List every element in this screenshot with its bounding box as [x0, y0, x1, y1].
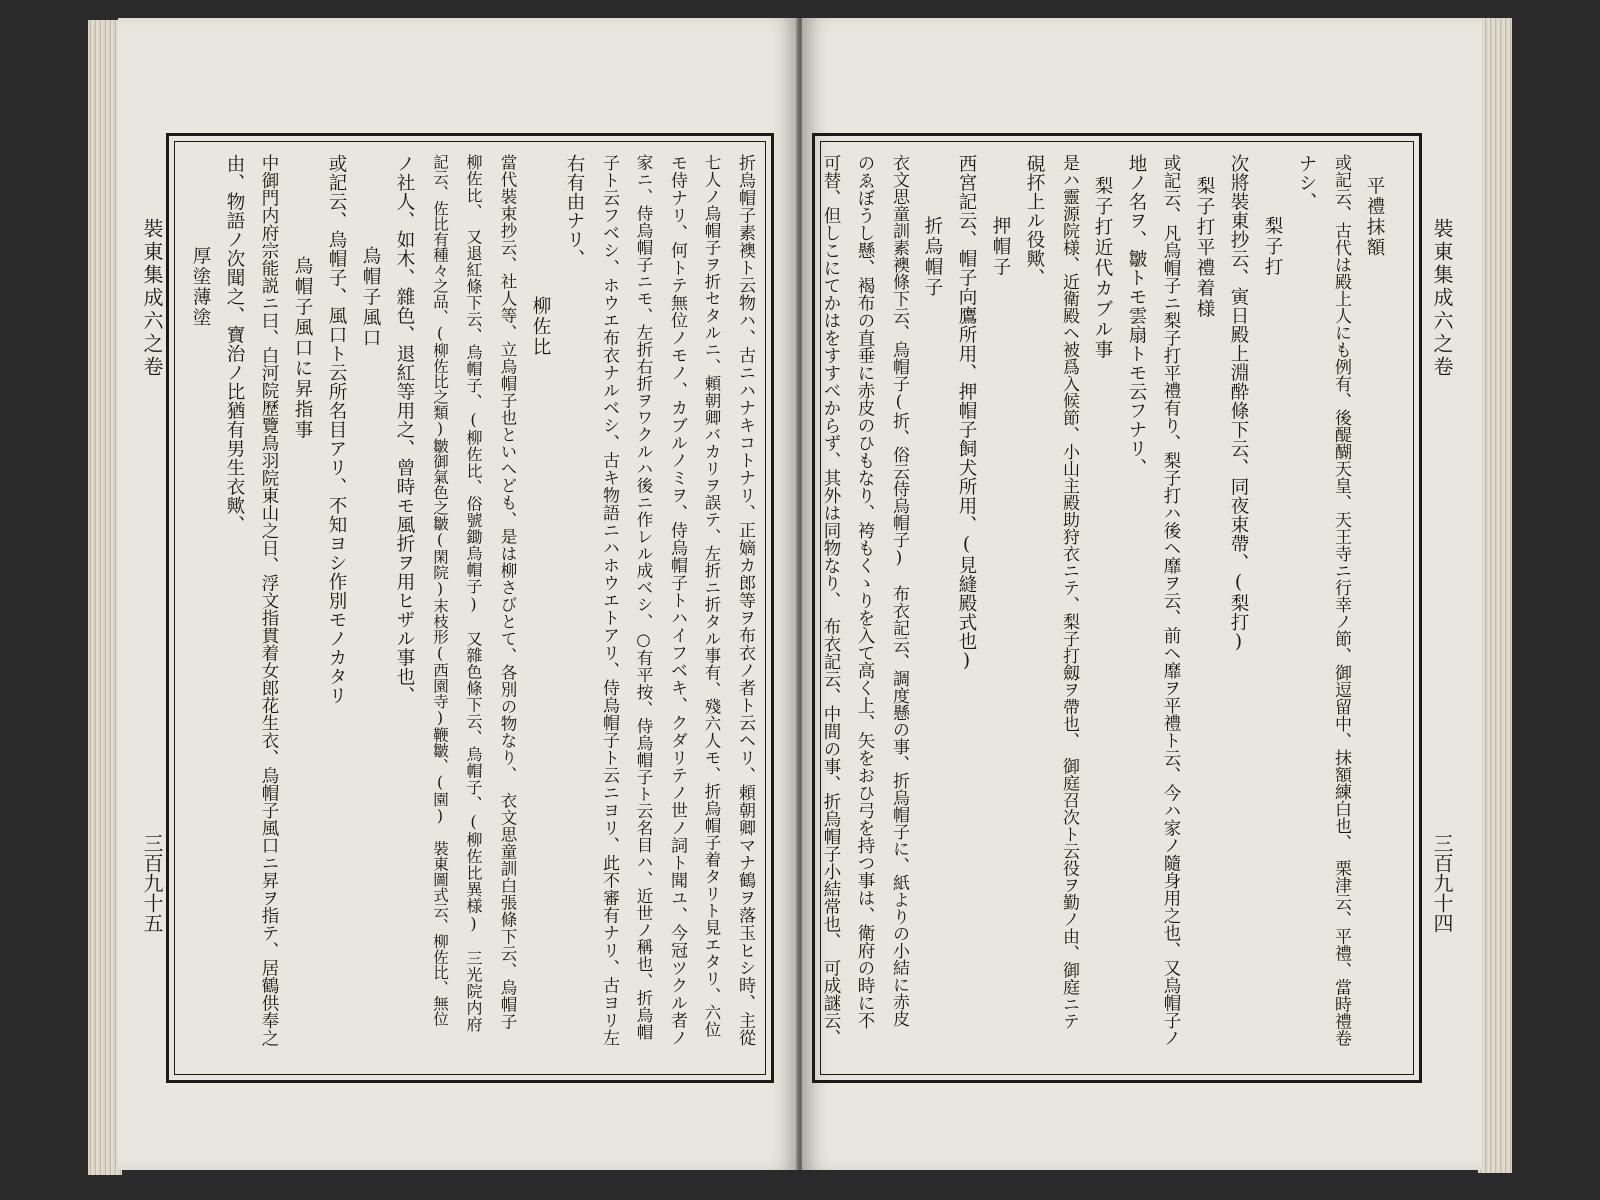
text-column: モ侍ナリ、何トテ無位ノモノ、カブルノミヲ、侍烏帽子トハイフベキ、クダリテノ世ノ詞ト聞ユ、今冠ツクル者ノ	[667, 154, 687, 1047]
text-column: 是ハ靈源院様、近衛殿ヘ被爲入候節、小山主殿助狩衣ニテ、梨子打劔ヲ帶也、 御庭召次ト云役ヲ勤ノ由、御庭ニテ	[1059, 154, 1079, 1030]
text-column: 或記云、凡烏帽子ニ梨子打平禮有り、梨子打ハ後ヘ靡ヲ云、前ヘ靡ヲ平禮ト云、今ハ家ノ隨身用之也、又烏帽子ノ	[1161, 154, 1181, 1047]
left-page	[118, 18, 798, 1170]
text-column: 西宮記云、帽子向鷹所用、押帽子飼犬所用、(見縫殿式也)	[956, 154, 977, 672]
text-column: 硯抔上ル役歟、	[1024, 154, 1045, 287]
section-heading: 折烏帽子	[922, 216, 943, 298]
page-edges-left	[88, 20, 122, 1175]
text-column: 當代裝束抄云、社人等、立烏帽子也といへども、是は柳さびとて、各別の物なり、 衣文思童訓白張條下云、烏帽子	[498, 154, 517, 1030]
section-heading: 押帽子	[990, 216, 1011, 278]
section-heading: 烏帽子風口	[360, 246, 381, 349]
section-heading: 梨子打近代カブル事	[1092, 176, 1113, 361]
left-text-frame	[166, 133, 774, 1083]
section-heading: 厚塗薄塗	[190, 246, 211, 328]
text-column: 記云、佐比有種々之品、(柳佐比之類)皺御氣色之皺(閑院)末枝形(西園寺)鞭皺、(園) 裝東圖式云、柳佐比、無位	[431, 154, 449, 1027]
left-margin-title: 裝東集成六之卷	[140, 218, 164, 379]
section-heading: 梨子打	[1262, 216, 1283, 278]
section-heading: 烏帽子風口に昇指事	[292, 256, 313, 441]
right-text-frame	[812, 133, 1422, 1083]
text-column: ナシ、	[1296, 154, 1317, 211]
text-column: 折烏帽子素襖ト云物ハ、古ニハナキコトナリ、正嫡カ郎等ヲ布衣ノ者ト云ヘリ、頼朝卿マナ鶴ヲ落玉ヒシ時、主從	[735, 154, 755, 1047]
text-column: 子ト云フベシ、ホウエ布衣ナルベシ、古キ物語ニハホウエトアリ、侍烏帽子ト云ニヨリ、此不審有ナリ、古ヨリ左	[599, 154, 619, 1047]
right-page-number: 三百九十四	[1430, 833, 1454, 933]
text-column: 右有由ナリ、	[564, 154, 585, 268]
text-column: 次將裝東抄云、寅日殿上淵酔條下云、同夜束帶、(梨打)	[1228, 154, 1249, 653]
text-column: 由、物語ノ次聞之、寶治ノ比猶有男生衣歟、	[224, 154, 245, 534]
section-heading: 柳佐比	[530, 296, 551, 358]
text-column: のゑぼうし懸、褐布の直垂に赤皮のひもなり、袴もくゝりを入て高く上、矢をおひ弓を持つ事は、衛府の時に不	[855, 154, 875, 1029]
right-margin-title: 裝東集成六之卷	[1430, 218, 1454, 379]
section-heading: 梨子打平禮着様	[1194, 176, 1215, 320]
text-column: 或記云、烏帽子、風口ト云所名目アリ、不知ヨシ作別モノカタリ	[326, 154, 347, 705]
text-column: 或記云、古代は殿上人にも例有、後醍醐天皇、天王寺ニ行幸ノ節、御逗留中、抹額練白也、 栗津云、平禮、當時禮卷	[1331, 154, 1351, 1047]
text-column: 衣文思童訓素襖條下云、烏帽子(折、俗云侍烏帽子) 布衣記云、調度懸の事、折烏帽子に、紙よりの小結に赤皮	[889, 154, 909, 1027]
text-column: 中御門内府宗能説ニ曰、白河院歷覽鳥羽院東山之日、浮文指貫着女郎花生衣、烏帽子風口ニ昇ヲ指テ、居鶴供奉之	[259, 154, 279, 1047]
section-heading: 平禮抹額	[1364, 176, 1385, 258]
text-column: 七人ノ烏帽子ヲ折セタルニ、頼朝卿バカリヲ誤テ、左折ニ折タル事有、殘六人モ、折烏帽子着タリト見エタリ、六位	[702, 154, 721, 1038]
text-column: 可替、但しこにてかはをすすべからず、其外は同物なり、 布衣記云、中間の事、折烏帽子小結常也、 可成謎云、	[821, 154, 841, 1047]
right-page	[802, 18, 1482, 1170]
text-column: ノ社人、如木、雜色、退紅等用之、曾時モ風折ヲ用ヒザル事也、	[394, 154, 415, 705]
text-column: 地ノ名ヲ、皺トモ雲扇トモ云フナリ、	[1126, 154, 1147, 477]
page-edges-right	[1478, 18, 1512, 1173]
text-column: 家ニ、侍烏帽子ニモ、左折右折ヲワクルハ後ニ作レル成ベシ、○有平按、侍烏帽子ト云名目ハ、近世ノ稱也、折烏帽	[634, 154, 653, 1041]
text-column: 柳佐比、 又退紅條下云、烏帽子、(柳佐比、俗號鋤烏帽子) 又雜色條下云、烏帽子、(柳佐比異様) 三光院内府	[464, 154, 483, 1033]
left-page-number: 三百九十五	[140, 833, 164, 933]
